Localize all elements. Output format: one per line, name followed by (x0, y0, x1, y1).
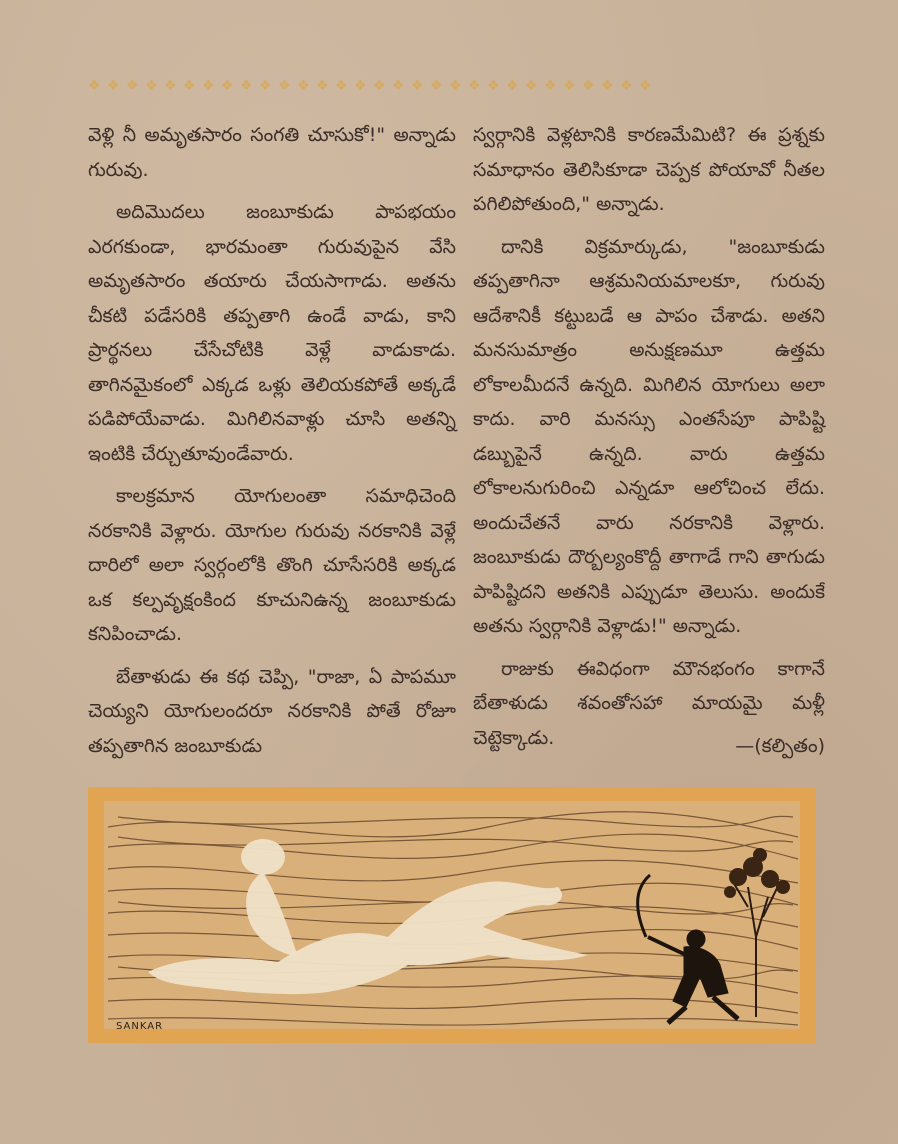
paragraph: వెళ్లి నీ అమృతసారం సంగతి చూసుకో!" అన్నాడు గురువు. (88, 124, 456, 181)
paragraph: రాజుకు ఈవిధంగా మౌనభంగం కాగానే బేతాళుడు శవంతోసహా మాయమై మళ్లీ చెట్టెక్కాడు. (473, 657, 825, 749)
paragraph: కాలక్రమాన యోగులంతా సమాధిచెంది నరకానికి వెళ్లారు. యోగుల గురువు నరకానికి వెళ్లే దారిలో అలా స్వర్గంలోకి తొంగి చూసేసరికి అక్కడ ఒక కల్పవృక్షంకింద కూచునిఉన్న జంబూకుడు కనిపించాడు. (88, 485, 456, 645)
decorative-top-border (88, 72, 813, 100)
left-column (88, 118, 456, 771)
paragraph: దానికి విక్రమార్కుడు, "జంబూకుడు తప్పతాగినా ఆశ్రమనియమాలకూ, గురువు ఆదేశానికీ కట్టుబడే ఆ పాపం చేశాడు. అతని మనసుమాత్రం అనుక్షణమూ ఉత్తమ లోకాలమీదనే ఉన్నది. మిగిలిన యోగులు అలా కాదు. వారి మనస్సు ఎంతసేపూ పాపిష్టి డబ్బుపైనే ఉన్నది. వారు ఉత్తమ లోకాలనుగురించి ఎన్నడూ ఆలోచించ లేదు. అందుచేతనే వారు నరకానికి వెళ్లారు. జంబూకుడు దౌర్బల్యంకొద్దీ తాగాడే గాని తాగుడు పాపిష్టిదని అతనికి ఎప్పుడూ తెలుసు. అందుకే అతను స్వర్గానికి వెళ్లాడు!" అన్నాడు. (473, 235, 825, 637)
ornament-row: ❖ ❖ ❖ ❖ ❖ ❖ ❖ ❖ ❖ ❖ ❖ ❖ ❖ ❖ ❖ ❖ ❖ ❖ ❖ ❖ ❖ ❖ ❖ ❖ ❖ ❖ ❖ ❖ ❖ ❖ (88, 78, 653, 94)
illustration-art (88, 787, 816, 1043)
signature: —(కల్పితం) (735, 735, 825, 757)
paragraph: బేతాళుడు ఈ కథ చెప్పి, "రాజా, ఏ పాపమూ చెయ్యని యోగులందరూ నరకానికి పోతే రోజూ తప్పతాగిన జంబూకుడు (88, 665, 456, 757)
right-column (473, 118, 825, 764)
paragraph: స్వర్గానికి వెళ్లటానికి కారణమేమిటి? ఈ ప్రశ్నకు సమాధానం తెలిసికూడా చెప్పక పోయావో నీతల పగిలిపోతుంది," అన్నాడు. (473, 124, 825, 215)
story-illustration (88, 787, 816, 1043)
paragraph: అదిమొదలు జంబూకుడు పాపభయం ఎరగకుండా, భారమంతా గురువుపైన వేసి అమృతసారం తయారు చేయసాగాడు. అతను చీకటి పడేసరికి తప్పతాగి ఉండే వాడు, కాని ప్రార్థనలు చేసేచోటికి వెళ్లే వాడుకాడు. తాగినమైకంలో ఎక్కడ ఒళ్లు తెలియకపోతే అక్కడే పడిపోయేవాడు. మిగిలినవాళ్లు చూసి అతన్ని ఇంటికి చేర్చుతూవుండేవారు. (88, 201, 456, 465)
artist-signature: SANKAR (116, 1021, 164, 1032)
